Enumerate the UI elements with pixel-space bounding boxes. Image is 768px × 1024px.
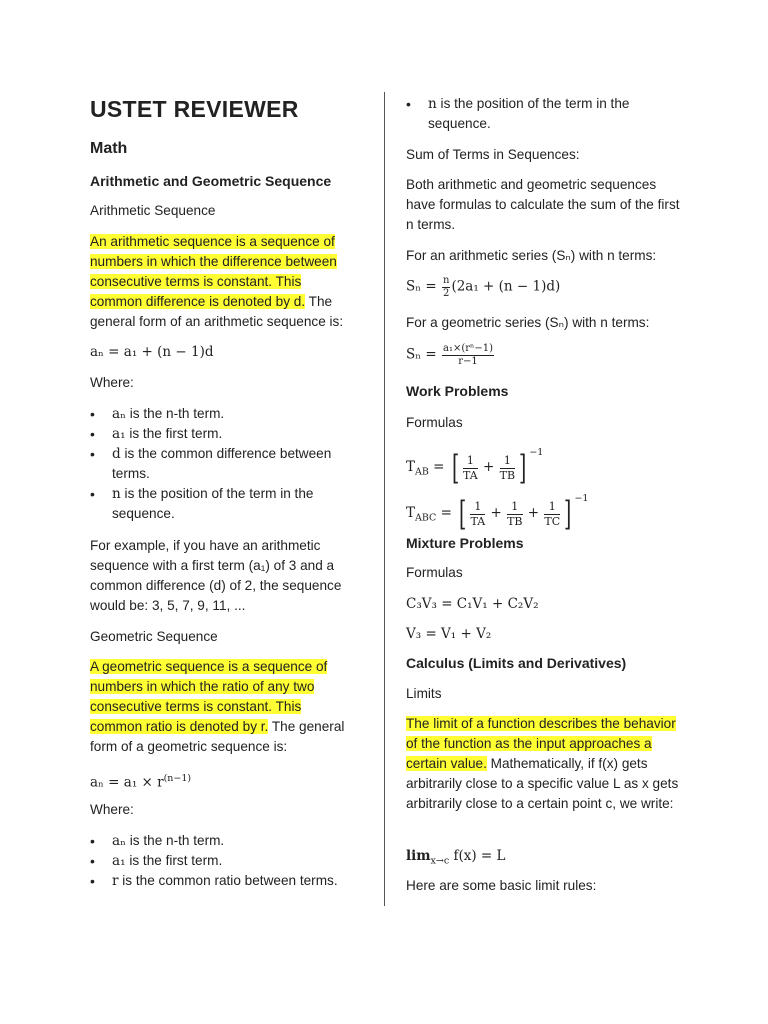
geometric-definition-rest: The general form of a geometric sequence is: [90,719,345,754]
work-formula-tabc: $T_{ABC}$ = [ $\frac{1}{TA}$ + $\frac{1}{TB}$ + $\frac{1}{TC}$ ] $^{-1}$ [406,493,589,534]
list-item: • aₙ is the n-th term. [90,831,352,851]
mixture-formula-1: C₃V₃ = C₁V₁ + C₂V₂ [406,596,539,612]
arithmetic-bullet-list [90,404,352,524]
arithmetic-series-label: For an arithmetic series (Sₙ) with n terms: [406,248,657,263]
formulas-label-1: Formulas [406,415,463,430]
limit-definition-highlight: The limit of a function describes the behavior of the function as the input approaches a certain value. [406,716,676,771]
limit-definition-rest: Mathematically, if f(x) gets arbitrarily close to a specific value L as x gets arbitrarily close to a certain point c, we write: [406,756,679,811]
where-label-1: Where: [90,375,134,390]
arithmetic-heading: Arithmetic Sequence [90,203,216,218]
geometric-heading: Geometric Sequence [90,629,218,644]
work-problems-heading: Work Problems [406,383,509,399]
calculus-heading: Calculus (Limits and Derivatives) [406,655,627,671]
limit-formula: $\lim_{x\to c} f(x) = L$ [406,848,506,867]
list-item: • a₁ is the first term. [90,851,352,871]
limits-heading: Limits [406,686,442,701]
geometric-formula: $a_n = a_1 \times r^{(n-1)}$ [90,773,192,791]
sum-description: Both arithmetic and geometric sequences have formulas to calculate the sum of the first n terms. [406,177,680,232]
list-item: • n is the position of the term in the sequence. [90,484,352,524]
arithmetic-example: For example, if you have an arithmetic sequence with a first term (a₁) of 3 and a common difference (d) of 2, the sequence would be: 3, 5, 7, 9, 11, ... [90,538,342,613]
geometric-series-label: For a geometric series (Sₙ) with n terms: [406,315,650,330]
where-label-2: Where: [90,802,134,817]
list-item: • aₙ is the n-th term. [90,404,352,424]
arithmetic-sum-formula: Sₙ = $\frac{n}{2}$ (2a₁ + (n − 1)d) [406,275,561,299]
basic-limit-rules-label: Here are some basic limit rules: [406,878,597,893]
geometric-definition-highlight: A geometric sequence is a sequence of numbers in which the ratio of any two consecutive terms is constant. This common ratio is denoted by r. [90,659,328,734]
arithmetic-definition [90,232,352,332]
limit-definition [406,714,682,814]
formulas-label-2: Formulas [406,565,463,580]
list-item: • a₁ is the first term. [90,424,352,444]
arithmetic-definition-highlight: An arithmetic sequence is a sequence of numbers in which the difference between consecutive terms is constant. This common difference is denoted by d. [90,234,337,309]
geometric-bullet-list [90,831,352,891]
list-item: • d is the common difference between terms. [90,444,352,484]
mixture-formula-2: V₃ = V₁ + V₂ [406,626,492,642]
subject-heading: Math [90,140,128,157]
list-item: • n is the position of the term in the sequence. [406,94,682,134]
arithmetic-definition-rest: The general form of an arithmetic sequence is: [90,294,344,329]
geometric-sum-formula: Sₙ = $\frac{\text{a₁×(rⁿ−1)}}{r-1}$ [406,343,493,367]
mixture-problems-heading: Mixture Problems [406,535,524,551]
section-heading-sequences: Arithmetic and Geometric Sequence [90,173,332,189]
right-column [406,0,682,893]
arithmetic-formula: aₙ = a₁ + (n − 1)d [90,344,214,360]
sum-heading: Sum of Terms in Sequences: [406,147,580,162]
geometric-definition [90,657,352,757]
work-formula-tab: $T_{AB}$ = [ $\frac{1}{TA}$ + $\frac{1}{TB}$ ] $^{-1}$ [406,447,544,488]
column-divider [384,92,385,906]
document-title: USTET REVIEWER [90,96,299,122]
list-item: • r is the common ratio between terms. [90,871,352,891]
